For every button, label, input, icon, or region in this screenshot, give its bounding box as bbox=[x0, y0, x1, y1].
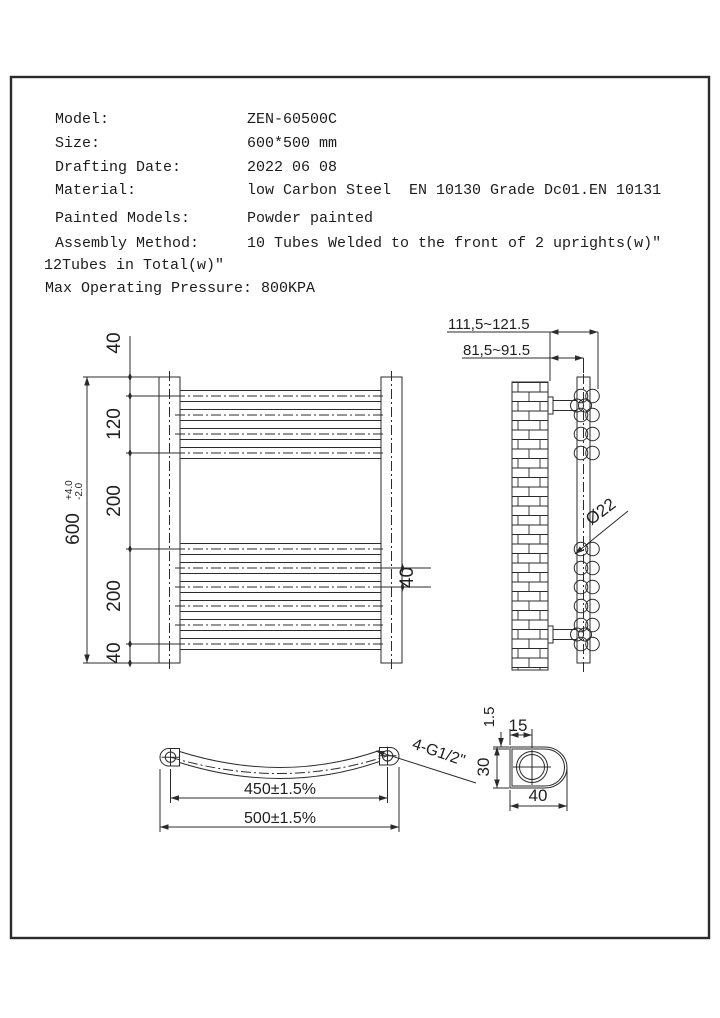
spec-assembly-continued: 12Tubes in Total(w)″ bbox=[44, 257, 225, 274]
spec-value: 2022 06 08 bbox=[247, 159, 338, 176]
front-extension-lines bbox=[83, 377, 431, 663]
wall-bracket-bottom bbox=[548, 626, 592, 643]
plan-tube-back-edge bbox=[180, 762, 380, 779]
dim-wall-to-front-label: 111,5~121.5 bbox=[448, 316, 530, 333]
spec-value: Powder painted bbox=[247, 210, 374, 227]
dim-centers-label: 450±1.5% bbox=[244, 781, 316, 798]
dim-tube-pitch-40: 40 bbox=[397, 566, 418, 589]
spec-label: Size: bbox=[55, 135, 101, 152]
dim-wall-thickness-label: 1.5 bbox=[481, 706, 498, 728]
overall-height-label bbox=[63, 480, 85, 545]
spec-label: Assembly Method: bbox=[55, 235, 200, 252]
dim-depth-label: 30 bbox=[474, 757, 493, 777]
dim-gap-200: 200 bbox=[104, 485, 125, 517]
spec-value: 10 Tubes Welded to the front of 2 uprights(w)″ bbox=[247, 235, 662, 252]
side-view bbox=[447, 316, 628, 672]
svg-text:600: 600 bbox=[63, 513, 84, 545]
spec-value: ZEN-60500C bbox=[247, 111, 338, 128]
side-extension-lines bbox=[550, 332, 598, 389]
spec-block bbox=[0, 0, 720, 320]
wall-section bbox=[512, 382, 548, 670]
spec-row-material bbox=[0, 183, 720, 201]
spec-label: Model: bbox=[55, 111, 110, 128]
thread-label: 4-G1/2" bbox=[409, 735, 468, 770]
spec-label: Drafting Date: bbox=[55, 159, 182, 176]
dim-group1-120: 120 bbox=[104, 408, 125, 440]
dim-group2-200: 200 bbox=[104, 580, 125, 612]
dim-width-label: 40 bbox=[528, 786, 548, 805]
spec-row-date bbox=[0, 160, 720, 178]
spec-max-pressure: Max Operating Pressure: 800KPA bbox=[45, 280, 316, 297]
dim-hole-offset-label: 15 bbox=[508, 716, 528, 735]
dim-top-40: 40 bbox=[104, 332, 125, 354]
section-view bbox=[474, 707, 567, 811]
tube-diameter-label: Ø22 bbox=[582, 494, 620, 529]
dim-overall-width-label: 500±1.5% bbox=[244, 810, 316, 827]
plan-view bbox=[160, 736, 476, 832]
plan-tube-front-edge bbox=[180, 751, 380, 768]
spec-row-assembly bbox=[0, 236, 720, 254]
wall-bracket-top bbox=[548, 397, 592, 414]
svg-text:+4.0: +4.0 bbox=[64, 480, 75, 500]
spec-row-model bbox=[0, 112, 720, 130]
spec-row-painted bbox=[0, 211, 720, 229]
tube-hole-crosshair bbox=[513, 750, 551, 785]
spec-value: low Carbon Steel EN 10130 Grade Dc01.EN 10131 bbox=[247, 182, 662, 199]
spec-label: Painted Models: bbox=[55, 210, 191, 227]
spec-label: Material: bbox=[55, 182, 137, 199]
spec-row-size bbox=[0, 136, 720, 154]
svg-text:-2.0: -2.0 bbox=[74, 482, 85, 500]
spec-value: 600*500 mm bbox=[247, 135, 338, 152]
front-view bbox=[63, 332, 431, 669]
dim-bottom-40: 40 bbox=[104, 642, 125, 664]
front-tubes bbox=[175, 391, 386, 650]
dim-wall-to-center-label: 81,5~91.5 bbox=[463, 342, 531, 359]
